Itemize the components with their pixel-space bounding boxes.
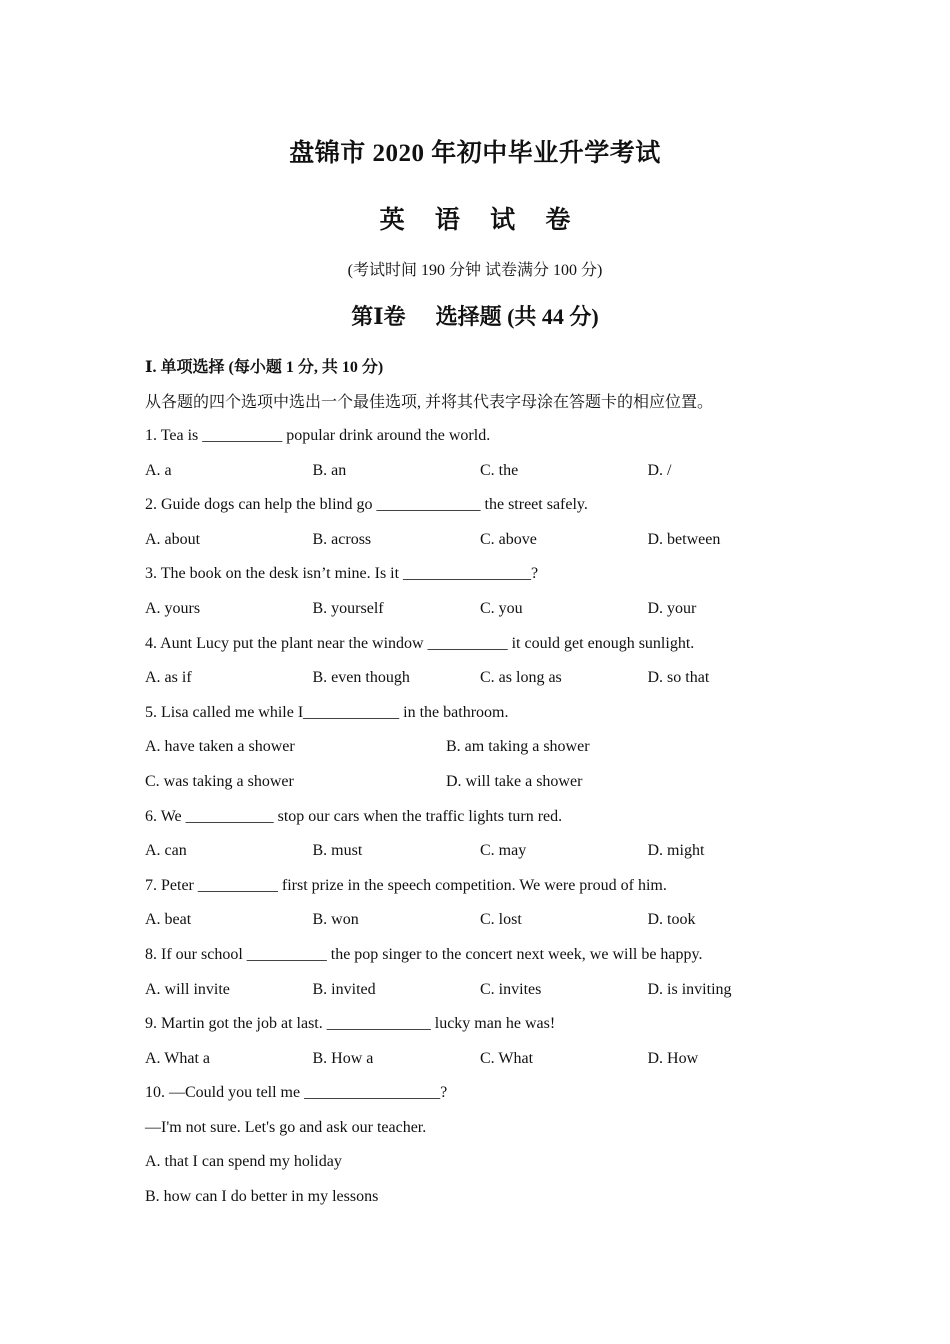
option-d: D. will take a shower xyxy=(446,772,583,790)
question-stem: 6. We ___________ stop our cars when the traffic lights turn red. xyxy=(145,807,563,825)
question-stem: 3. The book on the desk isn’t mine. Is it ________________? xyxy=(145,565,539,583)
exam-note: (考试时间 190 分钟 试卷满分 100 分) xyxy=(347,262,603,279)
question-stem: 5. Lisa called me while I____________ in the bathroom. xyxy=(145,703,509,721)
option-c: C. above xyxy=(480,530,537,548)
question-options xyxy=(145,459,845,494)
option-a: A. about xyxy=(145,530,201,548)
option-b: B. am taking a shower xyxy=(446,738,590,756)
question-stem: 7. Peter __________ first prize in the speech competition. We were proud of him. xyxy=(145,876,667,894)
option-a: A. can xyxy=(145,842,187,860)
section-heading: Ⅰ. 单项选择 (每小题 1 分, 共 10 分) xyxy=(145,359,384,376)
part-description: 选择题 (共 44 分) xyxy=(435,304,599,329)
question-stem: 4. Aunt Lucy put the plant near the window __________ it could get enough sunlight. xyxy=(145,634,695,652)
question-options xyxy=(145,978,845,1013)
question-list xyxy=(145,424,845,1220)
option-b: B. an xyxy=(312,461,347,479)
part-label: 第Ⅰ卷 xyxy=(351,304,406,329)
question-stem: 9. Martin got the job at last. _____________ lucky man he was! xyxy=(145,1015,556,1033)
option-a: A. have taken a shower xyxy=(145,738,295,756)
question-options xyxy=(145,1047,845,1082)
option-b: B. must xyxy=(312,842,363,860)
option-b: B. How a xyxy=(312,1049,374,1067)
exam-subtitle: 英 语 试 卷 xyxy=(379,207,583,234)
option-c: C. the xyxy=(480,461,519,479)
option-d: D. might xyxy=(647,842,705,860)
option-c: C. What xyxy=(480,1049,534,1067)
option-c: C. you xyxy=(480,599,523,617)
option-b: B. invited xyxy=(312,980,376,998)
question-options xyxy=(145,908,845,943)
question-options xyxy=(145,666,845,701)
question-options xyxy=(145,839,845,874)
option-c: C. was taking a shower xyxy=(145,772,294,790)
option-a: A. yours xyxy=(145,599,201,617)
option-a: A. will invite xyxy=(145,980,230,998)
option-d: D. is inviting xyxy=(647,980,732,998)
section-instruction: 从各题的四个选项中选出一个最佳选项, 并将其代表字母涂在答题卡的相应位置。 xyxy=(145,394,714,411)
question-options xyxy=(145,735,845,770)
question-options xyxy=(145,770,845,805)
option-c: C. as long as xyxy=(480,669,562,687)
option-c: C. lost xyxy=(480,911,522,929)
option-c: C. invites xyxy=(480,980,542,998)
option-b: B. yourself xyxy=(312,599,384,617)
question-stem: 10. —Could you tell me _________________? xyxy=(145,1084,448,1102)
question-stem: 1. Tea is __________ popular drink around the world. xyxy=(145,427,491,444)
option-a: A. that I can spend my holiday xyxy=(145,1153,342,1171)
question-stem: 2. Guide dogs can help the blind go _____________ the street safely. xyxy=(145,496,588,514)
option-b: B. across xyxy=(312,530,372,548)
option-d: D. took xyxy=(647,911,696,929)
part-heading xyxy=(0,300,950,331)
option-d: D. your xyxy=(647,599,697,617)
exam-title: 盘锦市 2020 年初中毕业升学考试 xyxy=(289,140,661,167)
option-b: B. how can I do better in my lessons xyxy=(145,1188,379,1206)
option-d: D. so that xyxy=(647,669,710,687)
question-reply: —I'm not sure. Let's go and ask our teacher. xyxy=(145,1118,427,1136)
question-options xyxy=(145,597,845,632)
option-b: B. won xyxy=(312,911,359,929)
option-c: C. may xyxy=(480,842,527,860)
question-options xyxy=(145,528,845,563)
question-stem: 8. If our school __________ the pop singer to the concert next week, we will be happy. xyxy=(145,945,703,963)
option-d: D. between xyxy=(647,530,721,548)
option-a: A. a xyxy=(145,461,172,479)
option-a: A. What a xyxy=(145,1049,211,1067)
option-a: A. beat xyxy=(145,911,192,929)
option-a: A. as if xyxy=(145,669,192,687)
option-d: D. / xyxy=(647,461,672,479)
option-d: D. How xyxy=(647,1049,699,1067)
option-b: B. even though xyxy=(312,669,410,687)
